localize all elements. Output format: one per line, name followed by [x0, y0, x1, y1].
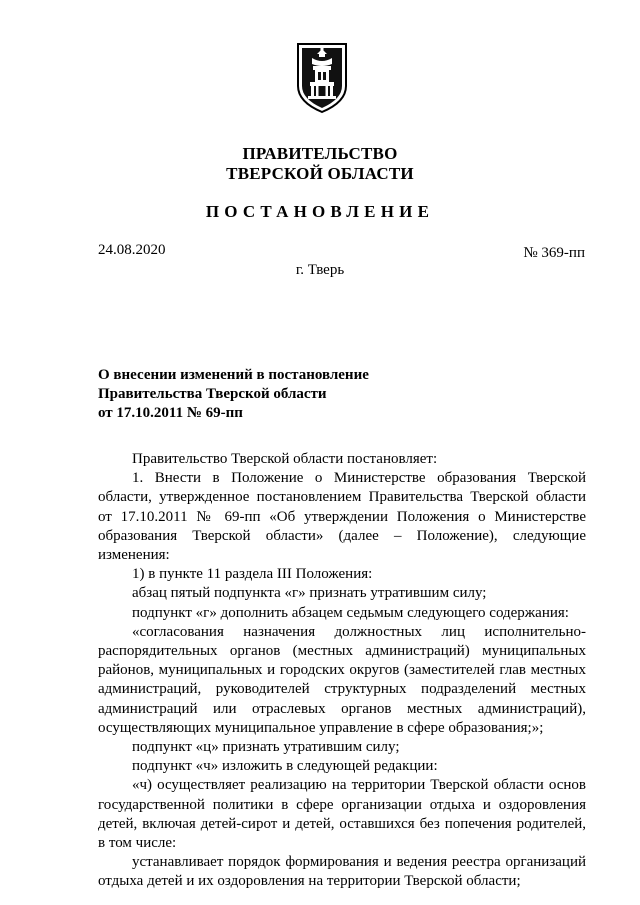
paragraph-abzac-g: абзац пятый подпункта «г» признать утратившим силу;: [132, 585, 487, 602]
paragraph-preamble: Правительство Тверской области постановляет:: [132, 451, 438, 467]
paragraph-subitem-1: 1) в пункте 11 раздела III Положения:: [132, 566, 373, 583]
tver-region-coat-of-arms-icon: [296, 42, 348, 114]
government-name-line1: ПРАВИТЕЛЬСТВО: [242, 144, 398, 163]
document-city: г. Тверь: [295, 262, 345, 278]
document-number: № 369-пп: [523, 245, 585, 261]
document-date: 24.08.2020: [98, 242, 166, 258]
paragraph-ch-text: «ч) осуществляет реализацию на территории Тверской области основ государственной политики в сфере организации отдыха и оздоровления детей, включая детей-сирот и детей, оставшихся без попечения родителей, в том числе:: [98, 777, 586, 852]
government-name-line2: ТВЕРСКОЙ ОБЛАСТИ: [226, 164, 414, 183]
subject-line2: Правительства Тверской области: [98, 386, 327, 402]
paragraph-ch-intro: подпункт «ч» изложить в следующей редакции:: [132, 758, 438, 775]
document-subject: [98, 366, 369, 423]
paragraph-ts: подпункт «ц» признать утратившим силу;: [132, 739, 400, 756]
subject-line1: О внесении изменений в постановление: [98, 367, 369, 383]
paragraph-quote-g: «согласования назначения должностных лиц исполнительно-распорядительных органов (местных администраций) муниципальных районов, муниципальных и городских округов (заместителей глав местных администраций, руководителей структурных подразделений местных администраций или отраслевых органов местных администраций), осуществляющих муниципальное управление в сфере образования;»;: [98, 623, 586, 736]
document-type-title: ПОСТАНОВЛЕНИЕ: [205, 202, 435, 221]
paragraph-add-g: подпункт «г» дополнить абзацем седьмым следующего содержания:: [132, 604, 569, 621]
paragraph-item-1: 1. Внести в Положение о Министерстве образования Тверской области, утвержденное постановлением Правительства Тверской области от 17.10.2011 № 69-пп «Об утверждении Положения о Министерстве образования Тверской области» (далее – Положение), следующие изменения:: [98, 470, 586, 564]
paragraph-registry: устанавливает порядок формирования и ведения реестра организаций отдыха детей и их оздоровления на территории Тверской области;: [98, 854, 586, 890]
subject-line3: от 17.10.2011 № 69-пп: [98, 405, 243, 421]
document-body: [98, 450, 586, 892]
